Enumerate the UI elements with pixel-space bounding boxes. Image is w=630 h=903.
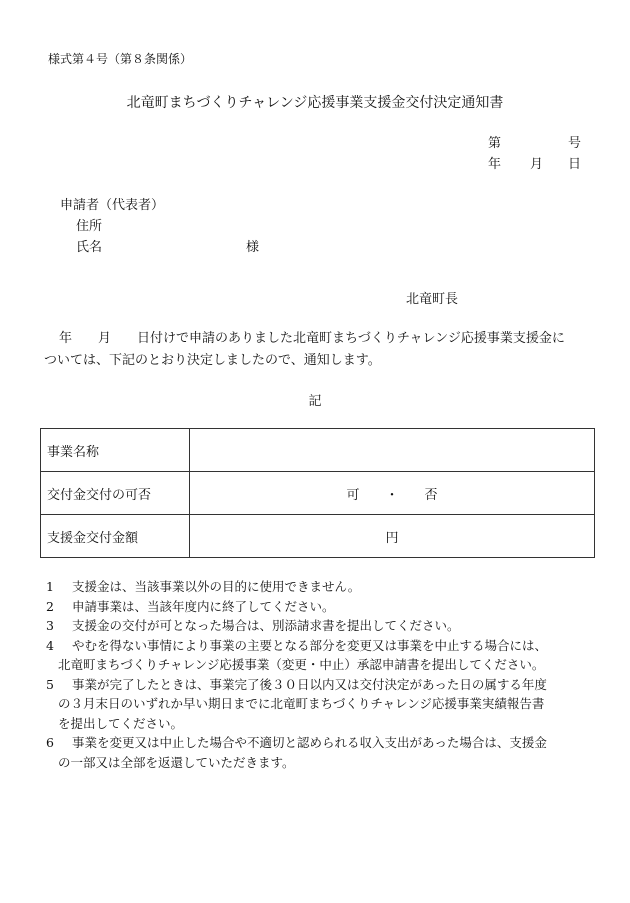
note-text — [58, 675, 596, 734]
note-item — [46, 675, 596, 734]
note-line: の一部又は全部を返還していただきます。 — [58, 754, 295, 770]
body-paragraph — [44, 328, 594, 372]
amount-label: 支援金交付金額 — [41, 515, 190, 558]
project-name-label: 事業名称 — [41, 429, 190, 472]
note-number: 5 — [46, 676, 54, 692]
table-row — [41, 429, 595, 472]
note-item — [46, 577, 596, 597]
document-title: 北竜町まちづくりチャレンジ応援事業支援金交付決定通知書 — [126, 95, 504, 111]
note-item — [46, 733, 596, 772]
note-number: 2 — [46, 598, 54, 614]
note-text — [72, 577, 596, 597]
ki-heading: 記 — [308, 394, 322, 409]
note-line: 事業が完了したときは、事業完了後３０日以内又は交付決定があった日の属する年度 — [72, 676, 547, 692]
project-name-value — [190, 429, 595, 472]
note-line: 事業を変更又は中止した場合や不適切と認められる収入支出があった場合は、支援金 — [72, 735, 547, 750]
note-number: 3 — [46, 618, 54, 633]
note-line: を提出してください。 — [58, 715, 184, 731]
note-text — [72, 597, 596, 617]
decision-table — [40, 428, 595, 558]
body-line-1: 年 月 日付けで申請のありました北竜町まちづくりチャレンジ応援事業支援金に — [59, 331, 565, 346]
notes-list — [46, 577, 596, 772]
note-line: 申請事業は、当該年度内に終了してください。 — [72, 598, 335, 614]
date-year: 年 — [488, 157, 502, 172]
applicant-label: 申請者（代表者） — [60, 198, 165, 213]
amount-value: 円 — [190, 515, 595, 558]
note-text — [58, 636, 596, 675]
address-label: 住所 — [76, 219, 103, 234]
note-number: 6 — [46, 735, 54, 750]
note-number: 1 — [46, 579, 54, 594]
note-line: やむを得ない事情により事業の主要となる部分を変更又は事業を中止する場合には、 — [72, 637, 548, 653]
note-line: 支援金は、当該事業以外の目的に使用できません。 — [72, 579, 361, 594]
body-line-2: ついては、下記のとおり決定しましたので、通知します。 — [44, 353, 381, 368]
note-text — [58, 733, 596, 772]
table-row — [41, 472, 595, 515]
note-item — [46, 636, 596, 675]
note-item — [46, 597, 596, 617]
date-month: 月 — [530, 157, 544, 172]
doc-number-prefix: 第 — [488, 136, 502, 151]
honorific: 様 — [246, 240, 260, 255]
note-line: の３月末日のいずれか早い期日までに北竜町まちづくりチャレンジ応援事業実績報告書 — [58, 696, 545, 711]
issuer: 北竜町長 — [406, 292, 459, 307]
note-item — [46, 616, 596, 636]
note-line: 北竜町まちづくりチャレンジ応援事業（変更・中止）承認申請書を提出してください。 — [58, 657, 545, 672]
approval-value: 可 ・ 否 — [190, 472, 595, 515]
approval-label: 交付金交付の可否 — [41, 472, 190, 515]
note-number: 4 — [46, 637, 54, 653]
note-line: 支援金の交付が可となった場合は、別添請求書を提出してください。 — [72, 618, 460, 633]
doc-number-suffix: 号 — [568, 136, 582, 151]
form-number: 様式第４号（第８条関係） — [48, 52, 193, 66]
table-row — [41, 515, 595, 558]
note-text — [72, 616, 596, 636]
name-label: 氏名 — [76, 240, 103, 255]
date-day: 日 — [568, 157, 582, 172]
